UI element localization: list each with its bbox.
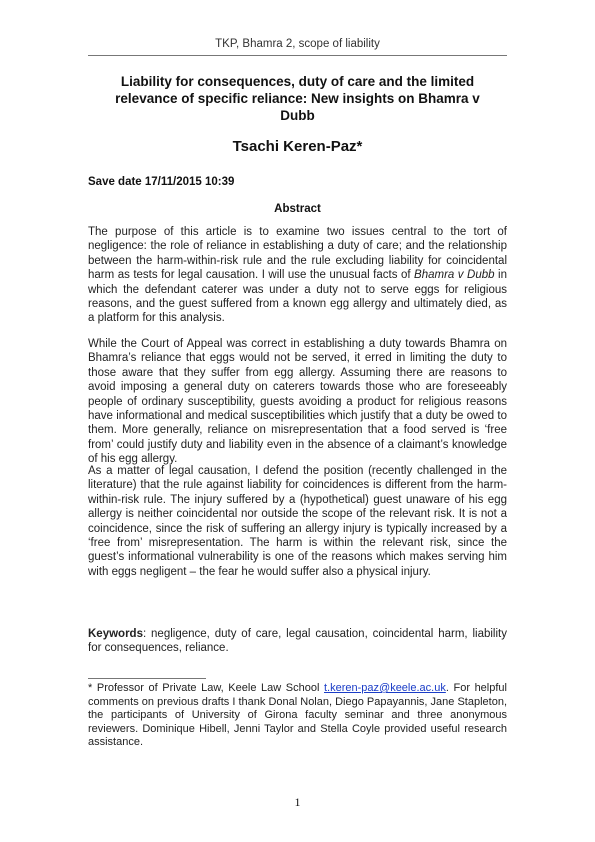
paragraph-text: The purpose of this article is to examine two issues central to the tort of negligence: the role of reliance in establishing a duty of care; and the relationship between the harm-within-risk rule and the rule excluding liability for coincidental harm as tests for legal causation. I will use the unusual facts of <box>88 226 507 282</box>
case-name: Bhamra v Dubb <box>414 269 495 282</box>
footnote <box>88 682 507 750</box>
page-number: 1 <box>294 795 301 809</box>
keywords <box>88 627 507 656</box>
keywords-list: : negligence, duty of care, legal causation, coincidental harm, liability for consequences, reliance. <box>88 628 507 655</box>
footnote-divider <box>88 678 206 679</box>
abstract-paragraph-3: As a matter of legal causation, I defend the position (recently challenged in the literature) that the rule against liability for coincidences is different from the harm-within-risk rule. The injury suffered by a (hypothetical) guest unaware of his egg allergy is neither coincidental nor outside the scope of the relevant risk. It is not a coincidence, since the risk of suffering an allergy injury is typically increased by a ‘free from’ misrepresentation. The harm is within the relevant risk, since the guest’s informational vulnerability is one of the reasons which makes serving him with eggs negligent – the fear he would suffer also a physical injury. <box>88 465 507 578</box>
paragraph-text: in which the defendant caterer was under a duty not to serve eggs for religious reasons, and the guest suffered from a known egg allergy and ultimately died, as a platform for this analysis. <box>88 269 507 325</box>
author-name: Tsachi Keren-Paz* <box>232 138 363 155</box>
running-head: TKP, Bhamra 2, scope of liability <box>215 38 380 50</box>
abstract-heading: Abstract <box>274 203 321 215</box>
keywords-label: Keywords <box>88 628 143 640</box>
article-title: Liability for consequences, duty of care and the limited relevance of specific reliance: New insights on Bhamra v Dubb <box>115 74 480 123</box>
header-divider <box>88 55 507 56</box>
abstract-paragraph-1 <box>88 225 507 326</box>
footnote-text: * Professor of Private Law, Keele Law School <box>88 682 324 694</box>
save-date: Save date 17/11/2015 10:39 <box>88 176 235 188</box>
author-email-link[interactable]: t.keren-paz@keele.ac.uk <box>324 682 446 694</box>
abstract-paragraph-2: While the Court of Appeal was correct in establishing a duty towards Bhamra on Bhamra’s reliance that eggs would not be served, it erred in limiting the duty to those aware that they suffer from egg allergy. Assuming there are reasons to avoid imposing a general duty on caterers towards those who are foreseeably people of ordinary susceptibility, guests avoiding a product for religious reasons have informational and medical susceptibilities which justify that a duty be owed to them. More generally, reliance on misrepresentation that a food served is ‘free from’ could justify duty and liability even in the absence of a claimant’s knowledge of his egg allergy. <box>88 338 507 466</box>
footnote-text: . For helpful comments on previous drafts I thank Donal Nolan, Diego Papayannis, Jane Stapleton, the participants of University of Girona faculty seminar and three anonymous reviewers. Dominique Hibell, Jenni Taylor and Stella Coyle provided useful research assistance. <box>88 682 507 749</box>
